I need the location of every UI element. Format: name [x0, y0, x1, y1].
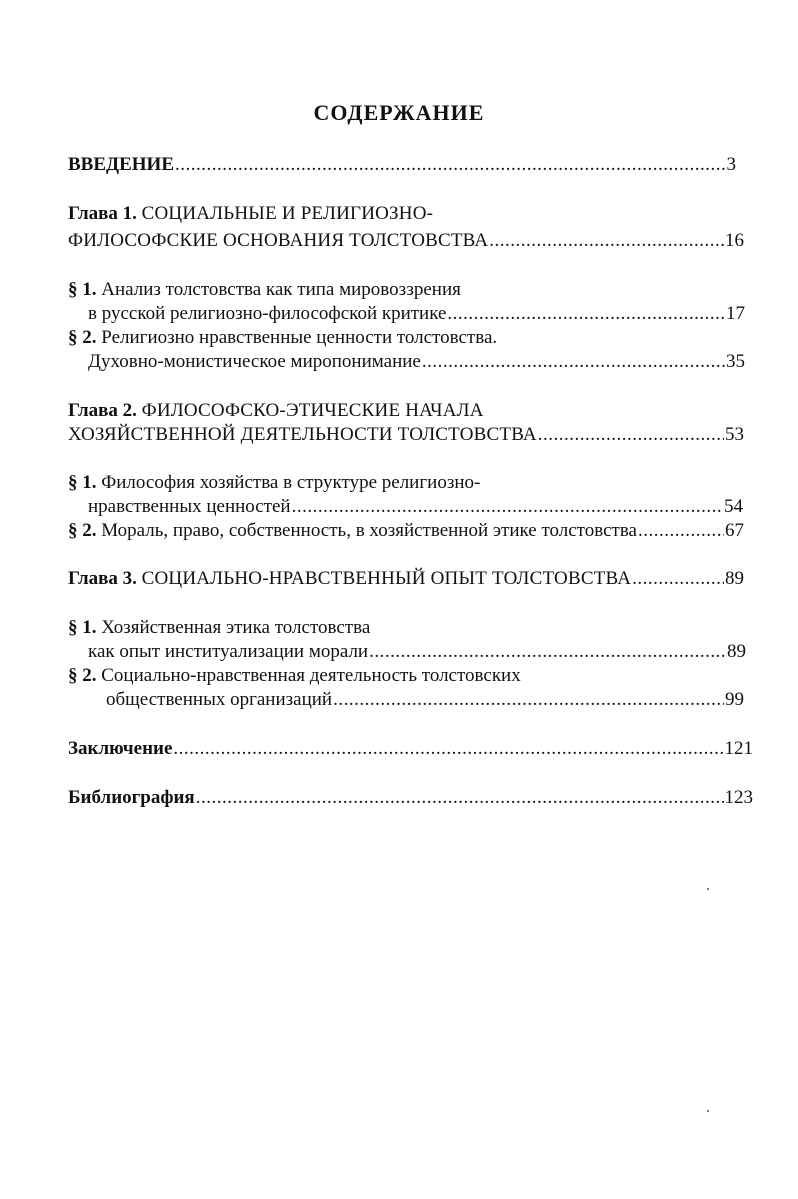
scan-speck	[707, 1110, 709, 1112]
toc-ch1-sec2-line2[interactable]	[88, 350, 745, 374]
toc-ch2-sec2[interactable]	[68, 519, 744, 543]
toc-chapter-3[interactable]	[68, 567, 744, 591]
toc-bibliography-page: 123	[724, 787, 753, 808]
toc-chapter-1-line1[interactable]	[68, 202, 433, 226]
leader-dots	[638, 519, 724, 543]
chapter-1-page: 16	[725, 230, 744, 251]
scan-speck	[707, 888, 709, 890]
ch3-sec2-line1: Социально-нравственная деятельность толстовских	[101, 665, 521, 686]
chapter-2-page: 53	[725, 424, 744, 445]
leader-dots	[173, 737, 723, 761]
page-title: СОДЕРЖАНИЕ	[313, 100, 485, 125]
chapter-1-prefix: Глава 1.	[68, 203, 137, 224]
leader-dots	[632, 567, 724, 591]
toc-ch1-sec1-line1[interactable]	[68, 278, 461, 302]
ch3-sec2-line2: общественных организаций	[106, 689, 333, 710]
leader-dots	[333, 688, 724, 712]
toc-bibliography-label: Библиография	[68, 787, 195, 808]
toc-entry-conclusion[interactable]	[68, 737, 753, 761]
chapter-2-title-line1: ФИЛОСОФСКО-ЭТИЧЕСКИЕ НАЧАЛА	[141, 400, 484, 421]
toc-entry-intro[interactable]	[68, 153, 736, 177]
toc-ch3-sec2-line2[interactable]	[106, 688, 744, 712]
ch2-sec1-line2: нравственных ценностей	[88, 496, 291, 517]
chapter-2-title-line2: ХОЗЯЙСТВЕННОЙ ДЕЯТЕЛЬНОСТИ ТОЛСТОВСТВА	[68, 424, 537, 445]
toc-chapter-2-line1[interactable]	[68, 399, 484, 423]
leader-dots	[447, 302, 725, 326]
ch3-sec2-page: 99	[725, 689, 744, 710]
chapter-3-prefix: Глава 3.	[68, 568, 137, 589]
toc-intro-label: ВВЕДЕНИЕ	[68, 154, 174, 175]
leader-dots	[538, 423, 724, 447]
leader-dots	[196, 786, 724, 810]
toc-conclusion-label: Заключение	[68, 738, 173, 759]
leader-dots	[175, 153, 726, 177]
leader-dots	[292, 495, 723, 519]
toc-chapter-2-line2[interactable]	[68, 423, 744, 447]
ch3-sec1-prefix: § 1.	[68, 617, 97, 638]
ch3-sec2-prefix: § 2.	[68, 665, 97, 686]
toc-intro-page: 3	[726, 154, 736, 175]
chapter-3-page: 89	[725, 568, 744, 589]
ch1-sec2-page: 35	[726, 351, 745, 372]
toc-chapter-1-line2[interactable]	[68, 229, 744, 253]
ch2-sec2-prefix: § 2.	[68, 520, 97, 541]
toc-ch1-sec2-line1[interactable]	[68, 326, 497, 350]
ch1-sec1-line2: в русской религиозно-философской критике	[88, 303, 447, 324]
toc-ch1-sec1-line2[interactable]	[88, 302, 745, 326]
toc-ch3-sec1-line1[interactable]	[68, 616, 370, 640]
chapter-1-title-line1: СОЦИАЛЬНЫЕ И РЕЛИГИОЗНО-	[141, 203, 434, 224]
ch2-sec1-line1: Философия хозяйства в структуре религиозно-	[101, 472, 481, 493]
ch1-sec2-line2: Духовно-монистическое миропонимание	[88, 351, 421, 372]
chapter-1-title-line2: ФИЛОСОФСКИЕ ОСНОВАНИЯ ТОЛСТОВСТВА	[68, 230, 489, 251]
toc-conclusion-page: 121	[724, 738, 753, 759]
ch2-sec1-page: 54	[724, 496, 743, 517]
leader-dots	[369, 640, 726, 664]
ch1-sec2-prefix: § 2.	[68, 327, 97, 348]
toc-ch2-sec1-line1[interactable]	[68, 471, 480, 495]
ch1-sec2-line1: Религиозно нравственные ценности толстовства.	[101, 327, 498, 348]
toc-ch3-sec1-line2[interactable]	[88, 640, 746, 664]
ch2-sec2-line1: Мораль, право, собственность, в хозяйственной этике толстовства	[101, 520, 637, 541]
toc-ch2-sec1-line2[interactable]	[88, 495, 743, 519]
chapter-3-title-line1: СОЦИАЛЬНО-НРАВСТВЕННЫЙ ОПЫТ ТОЛСТОВСТВА	[141, 568, 632, 589]
ch1-sec1-prefix: § 1.	[68, 279, 97, 300]
ch3-sec1-line1: Хозяйственная этика толстовства	[101, 617, 371, 638]
toc-entry-bibliography[interactable]	[68, 786, 753, 810]
chapter-2-prefix: Глава 2.	[68, 400, 137, 421]
ch1-sec1-page: 17	[726, 303, 745, 324]
ch1-sec1-line1: Анализ толстовства как типа мировоззрения	[101, 279, 461, 300]
ch2-sec2-page: 67	[725, 520, 744, 541]
ch2-sec1-prefix: § 1.	[68, 472, 97, 493]
ch3-sec1-line2: как опыт институализации морали	[88, 641, 369, 662]
toc-ch3-sec2-line1[interactable]	[68, 664, 521, 688]
leader-dots	[489, 229, 724, 253]
leader-dots	[422, 350, 725, 374]
ch3-sec1-page: 89	[727, 641, 746, 662]
